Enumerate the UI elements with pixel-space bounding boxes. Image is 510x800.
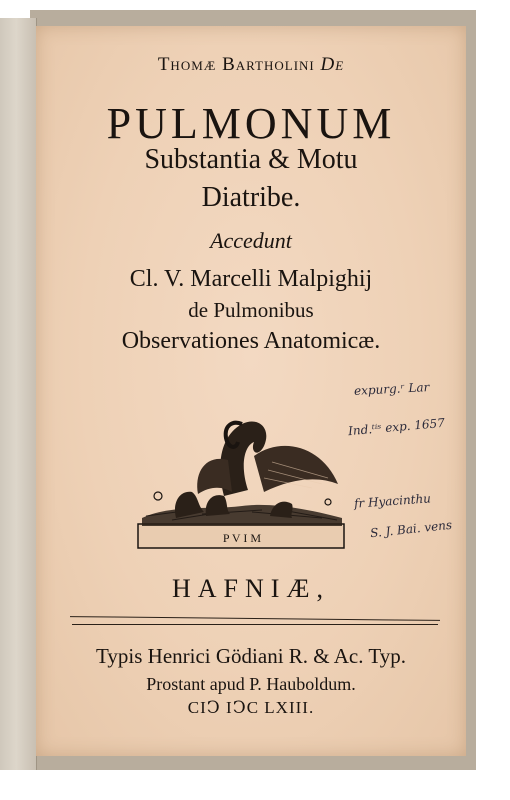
main-title: PULMONUM [106, 99, 396, 148]
imprint-rule-thick [70, 616, 440, 621]
imprint-printer: Typis Henrici Gödiani R. & Ac. Typ. [96, 644, 406, 668]
malpighi-line-1: Cl. V. Marcelli Malpighij [129, 266, 373, 292]
imprint-rule-thin [72, 624, 438, 625]
book [0, 10, 478, 770]
subtitle-line-2: Diatribe. [201, 182, 301, 213]
malpighi-line-2: de Pulmonibus [188, 298, 314, 322]
book-spine [0, 18, 37, 770]
pelican-printer-device [132, 406, 352, 556]
title-page [36, 26, 466, 756]
handwritten-note-3: fr Hyacinthu [353, 491, 432, 511]
handwritten-note-2: Ind.ᵗⁱˢ exp. 1657 [347, 415, 446, 439]
accedunt-line: Accedunt [210, 228, 292, 253]
handwritten-note-1: expurg.ʳ Lar [353, 380, 430, 398]
imprint-seller: Prostant apud P. Hauboldum. [146, 674, 356, 694]
device-motto: P V I M [222, 531, 262, 545]
subtitle-line-1: Substantia & Motu [144, 144, 358, 175]
handwritten-note-4: S. J. Bai. vens [369, 517, 453, 541]
author-line [36, 54, 466, 76]
imprint-place: HAFNIÆ, [171, 574, 331, 603]
author-de: De [320, 54, 345, 75]
author-name: Thomæ Bartholini [157, 54, 315, 75]
imprint-date: CIↃ IↃC LXIII. [187, 698, 315, 717]
malpighi-line-3: Observationes Anatomicæ. [121, 328, 381, 354]
